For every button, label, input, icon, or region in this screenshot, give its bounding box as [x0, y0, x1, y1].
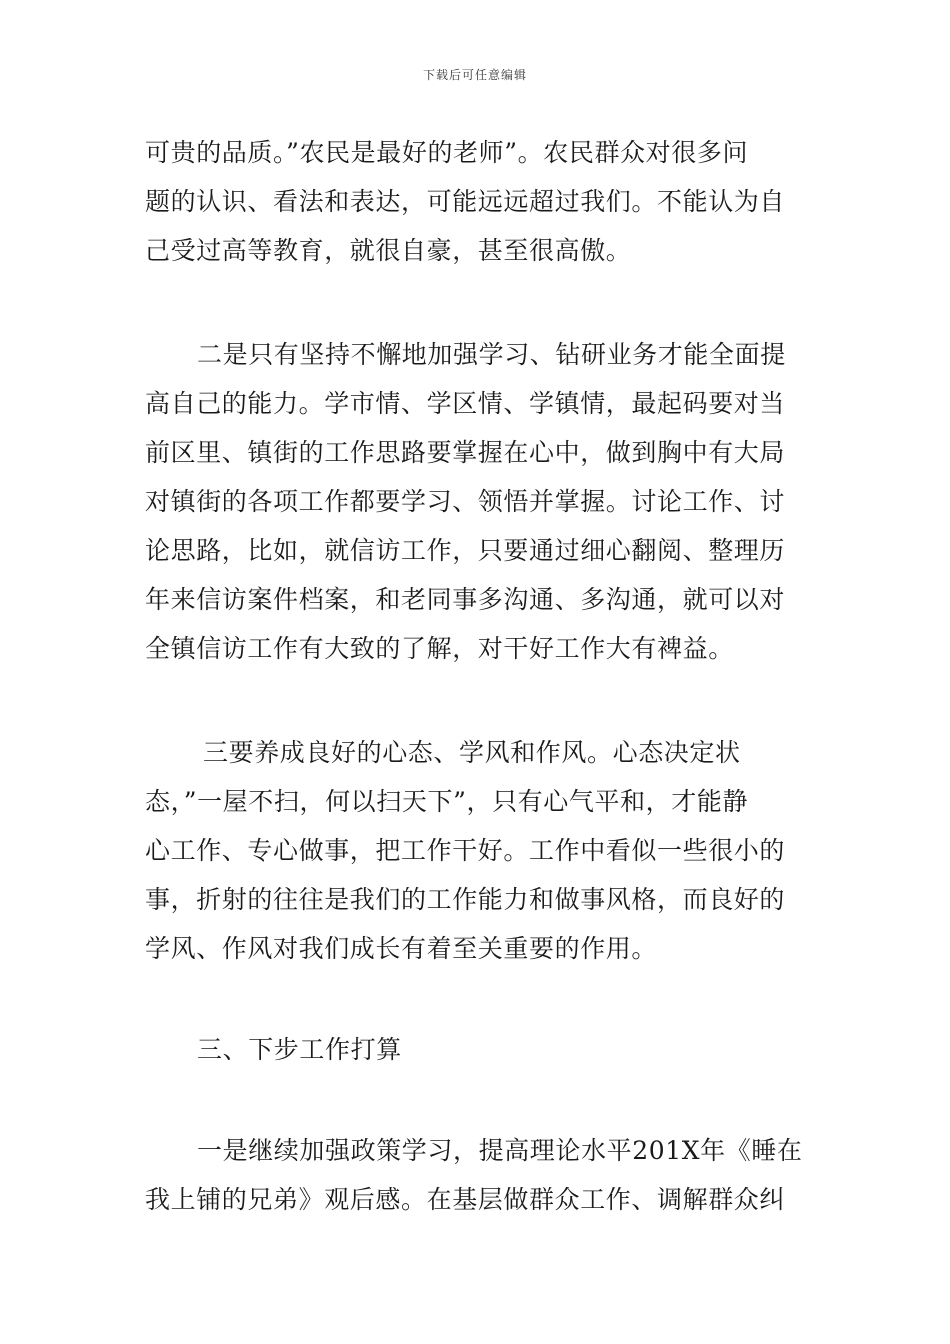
paragraph-4 [145, 1126, 807, 1224]
text-line: 对镇街的各项工作都要学习、领悟并掌握。讨论工作、讨 [145, 487, 786, 516]
paragraph-3 [145, 728, 807, 973]
text-line: 高自己的能力。学市情、学区情、学镇情，最起码要对当 [145, 389, 786, 418]
paragraph-gap [145, 275, 807, 330]
text-line: 事，折射的往往是我们的工作能力和做事风格，而良好的 [145, 885, 786, 914]
paragraph-gap [145, 973, 807, 1025]
text-line: 题的认识、看法和表达，可能远远超过我们。不能认为自 [145, 187, 786, 216]
paragraph-gap [145, 673, 807, 728]
text-line: 前区里、镇街的工作思路要掌握在心中，做到胸中有大局 [145, 438, 786, 467]
section-heading [145, 1025, 807, 1074]
text-line: 一是继续加强政策学习，提高理论水平201X年《睡在 [197, 1136, 803, 1165]
text-line: 己受过高等教育，就很自豪，甚至很高傲。 [145, 236, 632, 265]
section-heading-text: 三、下步工作打算 [197, 1035, 402, 1064]
text-line: 我上铺的兄弟》观后感。在基层做群众工作、调解群众纠 [145, 1185, 786, 1214]
paragraph-gap [145, 1074, 807, 1126]
text-line: 论思路，比如，就信访工作，只要通过细心翻阅、整理历 [145, 536, 786, 565]
text-line: 心工作、专心做事，把工作干好。工作中看似一些很小的 [145, 836, 786, 865]
text-line: 二是只有坚持不懈地加强学习、钻研业务才能全面提 [197, 340, 786, 369]
text-line: 可贵的品质。”农民是最好的老师”。农民群众对很多问 [145, 138, 749, 167]
text-line: 三要养成良好的心态、学风和作风。心态决定状 [203, 738, 741, 767]
page-header-note: 下载后可任意编辑 [422, 68, 527, 82]
text-line: 年来信访案件档案，和老同事多沟通、多沟通，就可以对 [145, 585, 786, 614]
text-line: 态，”一屋不扫，何以扫天下”，只有心气平和，才能静 [145, 787, 749, 816]
text-line: 学风、作风对我们成长有着至关重要的作用。 [145, 934, 658, 963]
text-line: 全镇信访工作有大致的了解，对干好工作大有裨益。 [145, 634, 734, 663]
paragraph-1 [145, 128, 807, 275]
paragraph-2 [145, 330, 807, 673]
document-body [145, 128, 807, 1224]
